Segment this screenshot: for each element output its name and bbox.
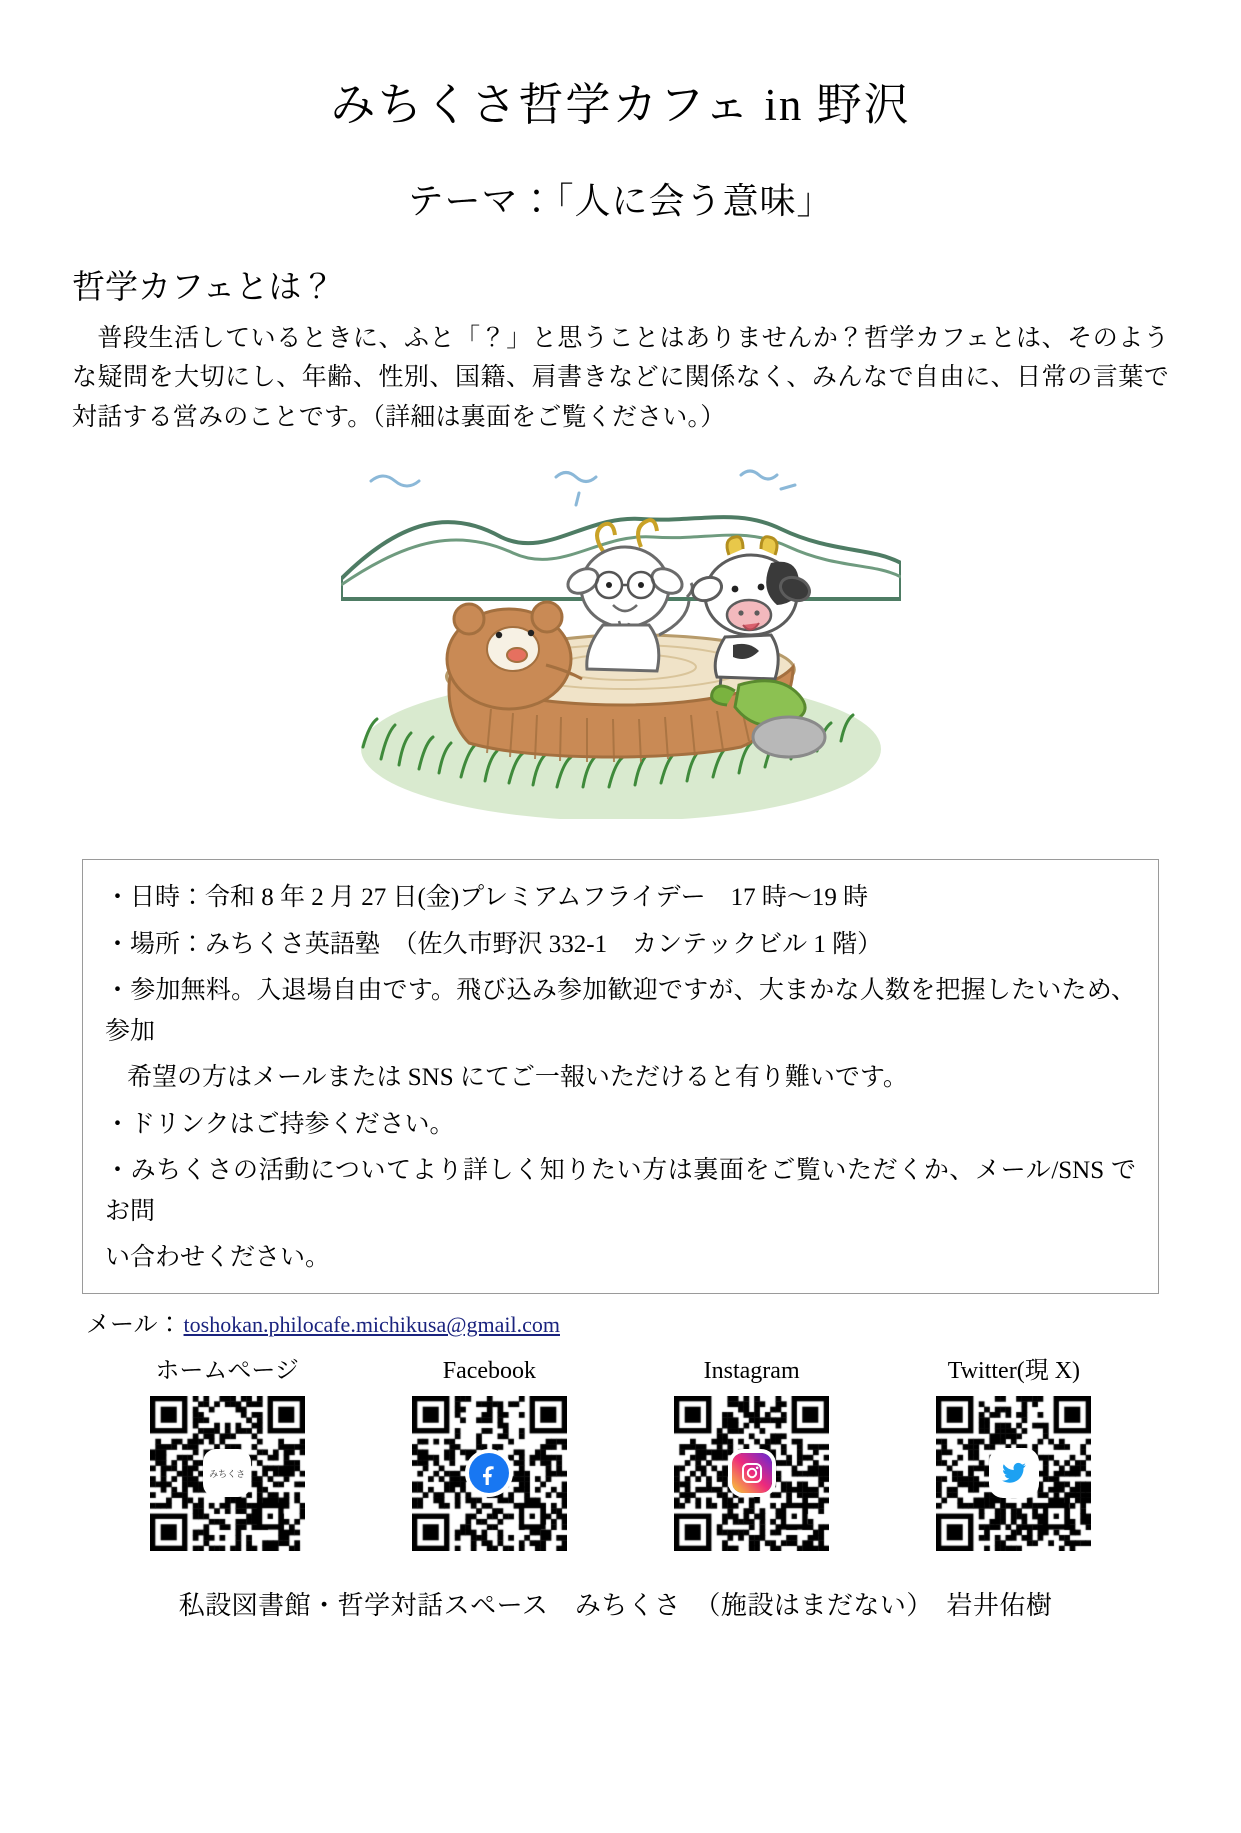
section-body <box>72 319 1169 438</box>
detail-more-cont: い合わせください。 <box>105 1244 331 1272</box>
detail-place: ・場所：みちくさ英語塾 （佐久市野沢 332-1 カンテックビル 1 階） <box>105 930 883 958</box>
footer-credit: 私設図書館・哲学対話スペース みちくさ （施設はまだない） 岩井佑樹 <box>178 1590 1053 1620</box>
michikusa-logo-text: みちくさ <box>209 1468 246 1479</box>
qr-code-homepage[interactable] <box>150 1396 305 1551</box>
qr-code-twitter[interactable] <box>936 1396 1091 1551</box>
qr-label-instagram: Instagram <box>703 1357 800 1384</box>
qr-item-homepage[interactable] <box>112 1357 342 1551</box>
section-body-text: 普段生活しているときに、ふと「？」と思うことはありませんか？哲学カフェとは、そのような疑問を大切にし、年齢、性別、国籍、肩書きなどに関係なく、みんなで自由に、日常の言葉で対話する営みのことです。（詳細は裏面をご覧ください。） <box>72 324 1169 431</box>
details-box <box>82 859 1159 1294</box>
flyer-page <box>0 78 1241 1833</box>
qr-code-facebook[interactable] <box>412 1396 567 1551</box>
theme-subtitle: テーマ：「人に会う意味」 <box>407 181 834 221</box>
qr-item-facebook[interactable] <box>374 1357 604 1551</box>
qr-row <box>72 1357 1169 1551</box>
michikusa-logo-icon <box>207 1453 247 1493</box>
section-heading: 哲学カフェとは？ <box>72 270 335 307</box>
twitter-icon <box>994 1453 1034 1493</box>
detail-datetime: ・日時：令和 8 年 2 月 27 日(金)プレミアムフライデー 17 時〜19 時 <box>105 884 869 912</box>
qr-label-homepage: ホームページ <box>155 1357 299 1384</box>
detail-more: ・みちくさの活動についてより詳しく知りたい方は裏面をご覧いただくか、メール/SNS でお問 <box>105 1157 1136 1225</box>
page-title: みちくさ哲学カフェ in 野沢 <box>330 80 911 130</box>
qr-code-instagram[interactable] <box>674 1396 829 1551</box>
detail-drink: ・ドリンクはご持参ください。 <box>105 1110 455 1138</box>
qr-item-instagram[interactable] <box>637 1357 867 1551</box>
detail-fee-cont <box>105 1058 1136 1099</box>
qr-label-twitter: Twitter(現 X) <box>947 1357 1081 1384</box>
detail-fee: ・参加無料。入退場自由です。飛び込み参加歓迎ですが、大まかな人数を把握したいため、参加 <box>105 977 1136 1045</box>
facebook-icon <box>469 1453 509 1493</box>
illustration <box>341 459 901 819</box>
instagram-icon <box>732 1453 772 1493</box>
mail-label: メール： <box>86 1311 182 1338</box>
detail-fee-cont-text: 希望の方はメールまたは SNS にてご一報いただけると有り難いです。 <box>127 1064 908 1092</box>
mail-link[interactable]: toshokan.philocafe.michikusa@gmail.com <box>183 1311 560 1337</box>
mail-row <box>86 1304 1169 1339</box>
qr-label-facebook: Facebook <box>442 1357 537 1384</box>
qr-item-twitter[interactable] <box>899 1357 1129 1551</box>
